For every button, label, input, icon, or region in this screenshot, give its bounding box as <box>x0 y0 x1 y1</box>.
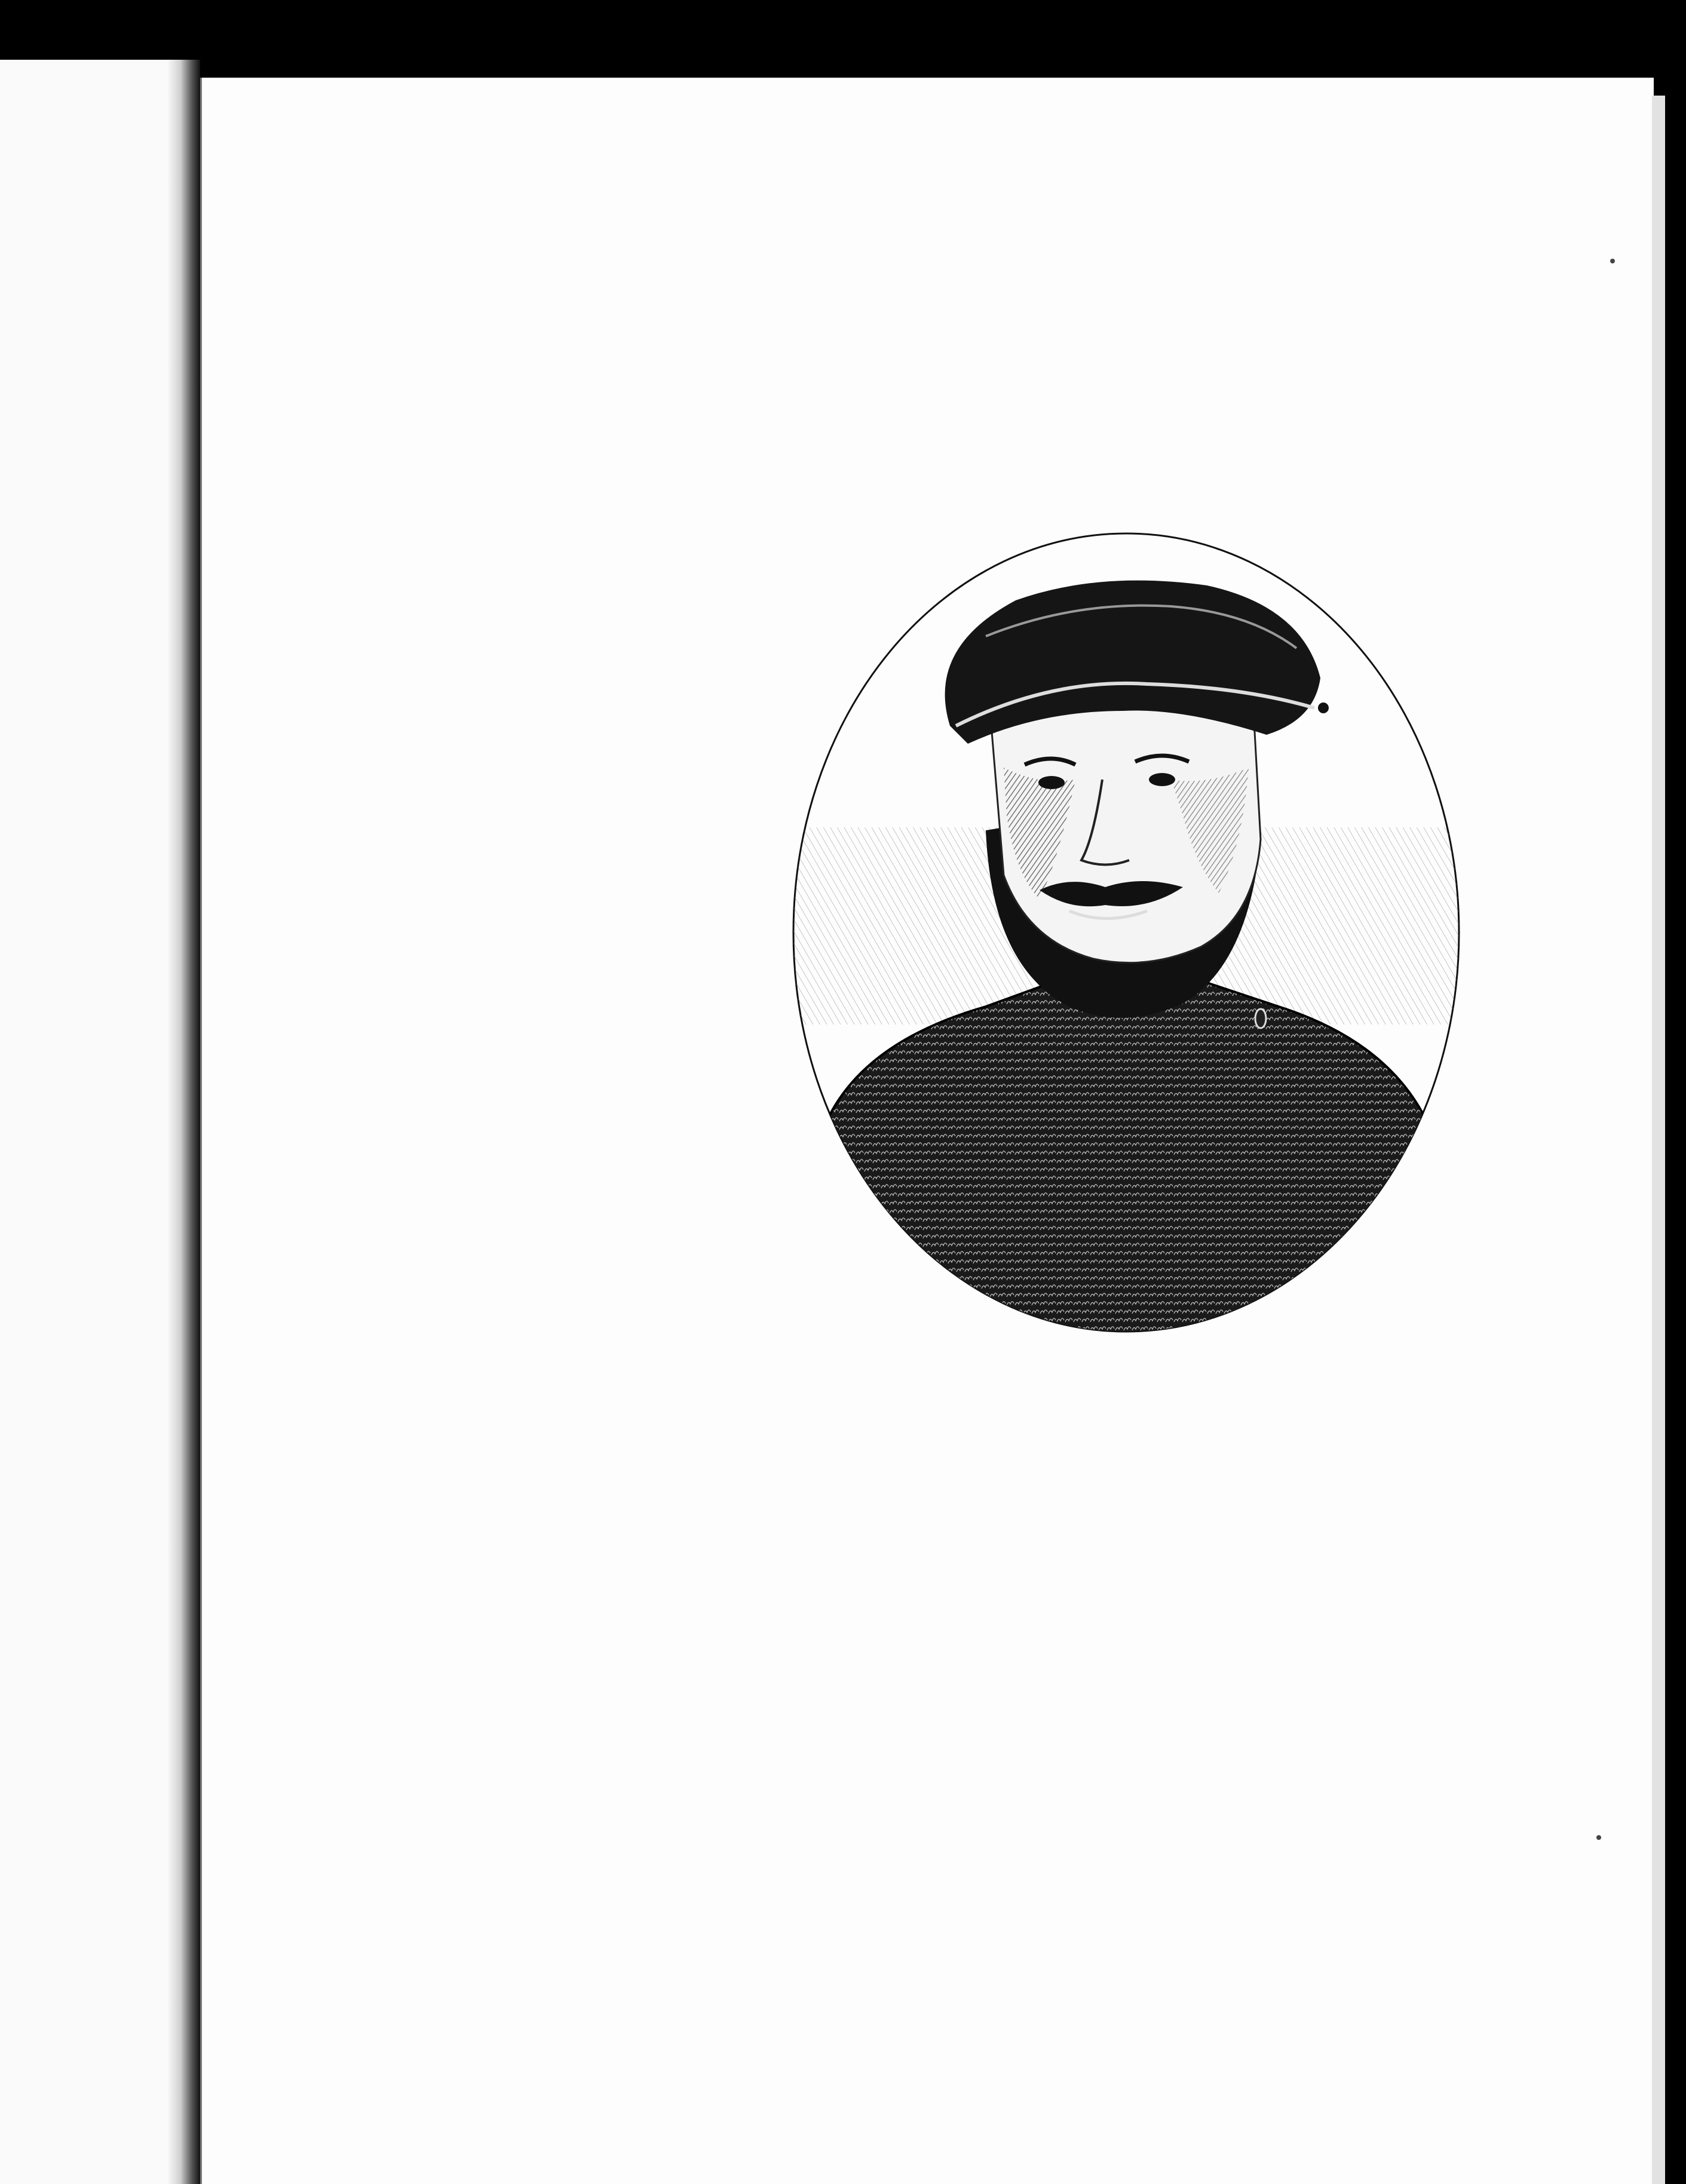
page-edge <box>1652 96 1665 2184</box>
coat-button <box>1255 1009 1266 1028</box>
portrait-engraving <box>789 529 1464 1338</box>
book-gutter <box>167 60 200 2184</box>
left-eye <box>1038 776 1065 789</box>
speck <box>1610 259 1615 263</box>
right-eye <box>1149 773 1175 786</box>
speck <box>1596 1835 1601 1840</box>
